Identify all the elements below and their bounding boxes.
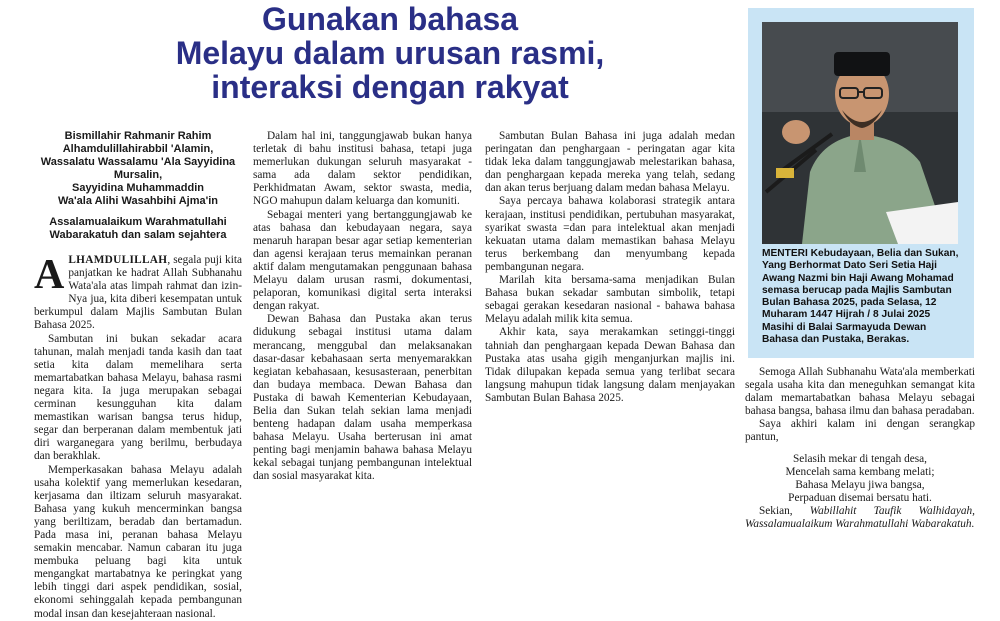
- salam-line: Wabarakatuh dan salam sejahtera: [49, 229, 227, 241]
- photo-caption: MENTERI Kebudayaan, Belia dan Sukan, Yang Berhormat Dato Seri Setia Haji Awang Nazmi bin Haji Awang Mohamad semasa berucap pada Majlis Sambutan Bulan Bahasa 2025, pada Selasa, 12 Muharam 1447 Hijrah / 8 Julai 2025 Masihi di Balai Sarmayuda Dewan Bahasa dan Pustaka, Berakas.: [762, 248, 959, 346]
- headline-line-1: Gunakan bahasa: [261, 1, 519, 37]
- paragraph: Sambutan Bulan Bahasa ini juga adalah medan peringatan dan penghargaan - peringatan agar kita tidak leka dalam tanggungjawab melestarikan bahasa, dan penghargaan kepada mereka yang telah, sedang dan akan terus berjuang dalam medan bahasa Melayu.: [485, 130, 735, 195]
- opening-prayer: [34, 130, 242, 242]
- headline-line-2: Melayu dalam urusan rasmi,: [175, 35, 605, 71]
- article-column-4: [745, 366, 975, 531]
- headline: [40, 2, 740, 104]
- paragraph: Saya akhiri kalam ini dengan serangkap pantun,: [745, 418, 975, 444]
- drop-cap: A: [34, 252, 65, 298]
- headline-line-3: interaksi dengan rakyat: [211, 69, 569, 105]
- pantun: [745, 453, 975, 505]
- paragraph: Dalam hal ini, tanggungjawab bukan hanya terletak di bahu institusi bahasa, tetapi juga memerlukan dukungan seluruh masyarakat - sama ada dalam sektor pendidikan, Perkhidmatan Awam, sektor swasta, media, NGO mahupun dalam keluarga dan komuniti.: [253, 130, 472, 208]
- minister-photo: [762, 22, 958, 244]
- paragraph: Sambutan ini bukan sekadar acara tahunan, malah menjadi tanda kasih dan taat setia kita dalam memelihara serta memartabatkan bahasa Melayu, bahasa rasmi negara kita. Ia juga merupakan sebagai cerminan kesungguhan kita dalam memastikan warisan bangsa terus hidup, segar dan berperanan dalam membentuk jati diri warganegara yang berilmu, berbudaya dan berakhlak.: [34, 332, 242, 463]
- paragraph: Sebagai menteri yang bertanggungjawab ke atas bahasa dan kebudayaan negara, saya menaruh harapan besar agar setiap kementerian dan agensi kerajaan terus memainkan peranan aktif dalam mengutamakan penggunaan bahasa Melayu dalam urusan rasmi, dokumentasi, pelaporan, komunikasi digital serta interaksi dengan rakyat.: [253, 208, 472, 313]
- pantun-line: Bahasa Melayu jiwa bangsa,: [795, 478, 925, 491]
- paragraph: Marilah kita bersama-sama menjadikan Bulan Bahasa bukan sekadar sambutan simbolik, tetapi sebagai gerakan kesedaran nasional - bahawa bahasa Melayu adalah milik kita semua.: [485, 274, 735, 326]
- opening-line: Wa'ala Alihi Wasahbihi Ajma'in: [57, 195, 219, 207]
- opening-line: Bismillahir Rahmanir Rahim: [64, 130, 212, 142]
- lead-word: LHAMDULILLAH: [68, 254, 168, 266]
- paragraph: ALHAMDULILLAH, segala puji kita panjatkan ke hadrat Allah Subhanahu Wata'ala atas limpah rahmat dan izin-Nya jua, kita diberi kesempatan untuk berkumpul dalam Majlis Sambutan Bulan Bahasa 2025.: [34, 252, 242, 332]
- minister-photo-illustration: [762, 22, 958, 244]
- closing-remarks: Sekian, Wabillahit Taufik Walhidayah, Wassalamualaikum Warahmatullahi Wabarakatuh.: [745, 504, 975, 531]
- paragraph: Semoga Allah Subhanahu Wata'ala memberkati segala usaha kita dan meneguhkan semangat kita dalam memartabatkan bahasa Melayu sebagai bahasa bangsa, bahasa ilmu dan bahasa peradaban.: [745, 366, 975, 418]
- salam-line: Assalamualaikum Warahmatullahi: [49, 216, 227, 228]
- opening-line: Mursalin,: [113, 169, 163, 181]
- photo-box: [748, 8, 974, 358]
- paragraph: Saya percaya bahawa kolaborasi strategik antara kerajaan, institusi pendidikan, pertubuhan masyarakat, syarikat swasta =dan para intelektual akan menjadi kekuatan utama dalam memastikan bahasa Melayu terus berkembang dan menyumbang kepada pembangunan negara.: [485, 195, 735, 273]
- opening-line: Sayyidina Muhammaddin: [71, 182, 205, 194]
- paragraph: Akhir kata, saya merakamkan setinggi-tinggi tahniah dan penghargaan kepada Dewan Bahasa dan Pustaka atas usaha gigih menganjurkan majlis ini. Tidak dilupakan kepada semua yang terlibat secara langsung mahupun tidak langsung dalam menjayakan Sambutan Bulan Bahasa 2025.: [485, 326, 735, 404]
- article-column-2: [253, 130, 472, 484]
- opening-line: Wassalatu Wassalamu 'Ala Sayyidina: [40, 156, 236, 168]
- closing-italic: Wabillahit Taufik Walhidayah, Wassalamualaikum Warahmatullahi Wabarakatuh.: [745, 504, 975, 531]
- pantun-line: Mencelah sama kembang melati;: [785, 465, 935, 478]
- opening-line: Alhamdulillahirabbil 'Alamin,: [62, 143, 214, 155]
- pantun-line: Perpaduan disemai bersatu hati.: [788, 491, 932, 504]
- paragraph: Dewan Bahasa dan Pustaka akan terus didukung sebagai institusi utama dalam merancang, menggubal dan melaksanakan dasar-dasar kebahasaan serta menyemarakkan kegiatan kebahasaan, kesusasteraan, penerbitan dan budaya membaca. Dewan Bahasa dan Pustaka di bawah Kementerian Kebudayaan, Belia dan Sukan telah sekian lama menjadi benteng hadapan dalam usaha memperkasa bahasa Melayu. Usaha berterusan ini amat penting bagi menjamin bahawa bahasa Melayu kekal sebagai tunjang pembangunan intelektual dan sosial masyarakat kita.: [253, 313, 472, 483]
- pantun-line: Selasih mekar di tengah desa,: [793, 452, 927, 465]
- article-column-1: [34, 130, 242, 621]
- article-column-3: [485, 130, 735, 405]
- paragraph: Memperkasakan bahasa Melayu adalah usaha kolektif yang memerlukan kesedaran, kerjasama dan iltizam seluruh masyarakat. Bahasa yang kukuh mencerminkan bangsa yang beriltizam, beradab dan bertamadun. Pada masa ini, peranan bahasa Melayu semakin mencabar. Namun cabaran itu juga membuka peluang bagi kita untuk mengangkat martabatnya ke peringkat yang lebih tinggi dari aspek pendidikan, sosial, ekonomi sehinggalah kepada pembangunan modal insan dan kesejahteraan nasional.: [34, 463, 242, 620]
